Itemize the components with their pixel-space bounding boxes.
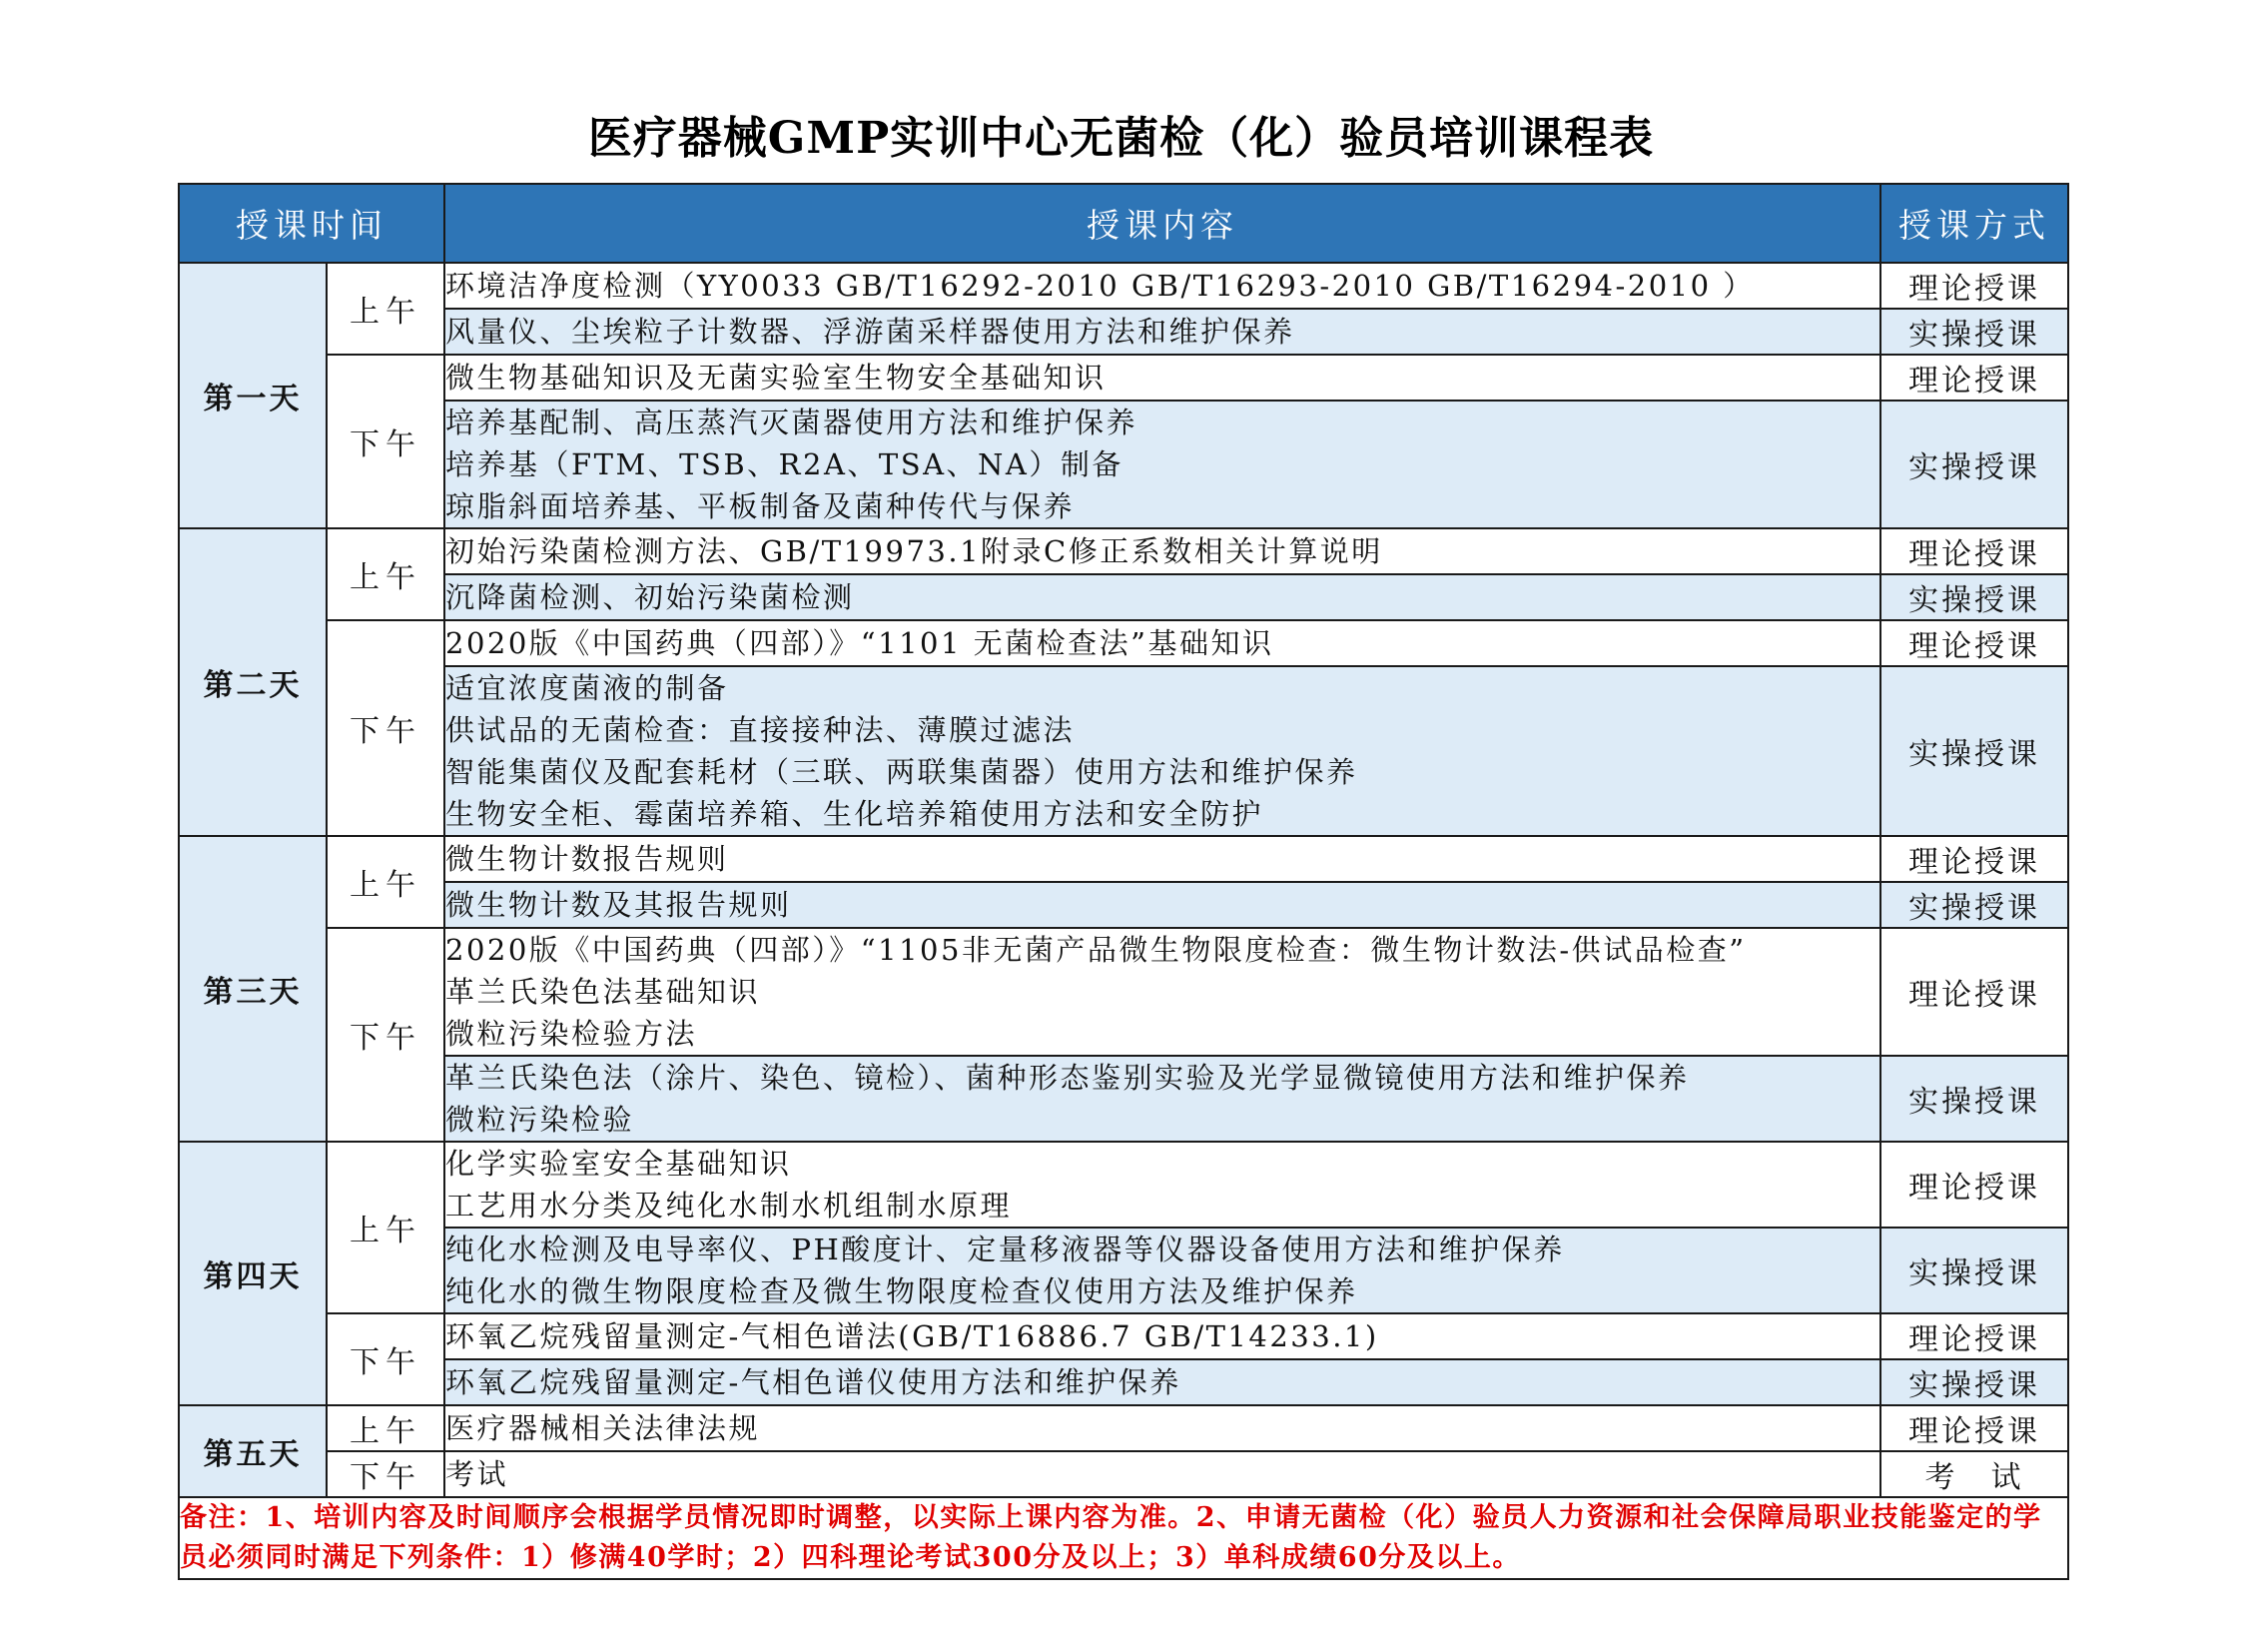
header-time: 授课时间 [179,184,444,263]
table-row [179,1056,2068,1142]
table-row [179,1313,2068,1359]
course-content [444,928,1880,1056]
course-content [444,528,1880,574]
course-content [444,574,1880,620]
teaching-method: 实操授课 [1880,1228,2068,1313]
table-row [179,1142,2068,1228]
table-row [179,528,2068,574]
table-row [179,1359,2068,1405]
table-row [179,620,2068,666]
schedule-table [178,183,2069,1580]
teaching-method: 实操授课 [1880,401,2068,528]
table-row [179,928,2068,1056]
table-row [179,882,2068,928]
table-row [179,401,2068,528]
course-content [444,309,1880,355]
schedule-body [179,263,2068,1497]
period-label: 下午 [327,355,444,528]
content-line: 适宜浓度菌液的制备 [445,671,729,705]
period-label: 下午 [327,1451,444,1497]
content-line: 革兰氏染色法基础知识 [445,975,761,1009]
header-row [179,184,2068,263]
course-content [444,1405,1880,1451]
content-line: 环氧乙烷残留量测定-气相色谱法(GB/T16886.7 GB/T14233.1) [445,1319,1379,1353]
table-row [179,1228,2068,1313]
course-content [444,1313,1880,1359]
table-row [179,574,2068,620]
period-label: 上午 [327,1405,444,1451]
content-line: 环氧乙烷残留量测定-气相色谱仪使用方法和维护保养 [445,1365,1181,1399]
teaching-method: 实操授课 [1880,1056,2068,1142]
table-row [179,836,2068,882]
day-label: 第一天 [179,263,327,528]
content-line: 微生物计数报告规则 [445,842,729,876]
content-line: 培养基（FTM、TSB、R2A、TSA、NA）制备 [445,447,1123,481]
course-content [444,1056,1880,1142]
period-label: 上午 [327,263,444,355]
teaching-method: 理论授课 [1880,1142,2068,1228]
period-label: 上午 [327,528,444,620]
day-label: 第二天 [179,528,327,836]
table-row [179,309,2068,355]
notes-row [179,1497,2068,1579]
teaching-method: 实操授课 [1880,882,2068,928]
document-title: 医疗器械GMP实训中心无菌检（化）验员培训课程表 [587,113,1655,164]
period-label: 下午 [327,928,444,1142]
course-content [444,882,1880,928]
content-line: 风量仪、尘埃粒子计数器、浮游菌采样器使用方法和维护保养 [445,315,1295,349]
content-line: 培养基配制、高压蒸汽灭菌器使用方法和维护保养 [445,406,1138,439]
course-content [444,1359,1880,1405]
table-row [179,355,2068,401]
course-content [444,355,1880,401]
content-line: 琼脂斜面培养基、平板制备及菌种传代与保养 [445,489,1076,523]
teaching-method: 考 试 [1880,1451,2068,1497]
table-row [179,1451,2068,1497]
content-line: 生物安全柜、霉菌培养箱、生化培养箱使用方法和安全防护 [445,797,1264,831]
day-label: 第四天 [179,1142,327,1405]
header-method: 授课方式 [1880,184,2068,263]
table-row [179,666,2068,836]
teaching-method: 理论授课 [1880,928,2068,1056]
content-line: 沉降菌检测、初始污染菌检测 [445,580,855,614]
content-line: 化学实验室安全基础知识 [445,1147,792,1181]
course-content [444,263,1880,309]
content-line: 微粒污染检验方法 [445,1017,698,1051]
content-line: 纯化水检测及电导率仪、PH酸度计、定量移液器等仪器设备使用方法和维护保养 [445,1233,1565,1266]
content-line: 智能集菌仪及配套耗材（三联、两联集菌器）使用方法和维护保养 [445,755,1358,789]
content-line: 微生物基础知识及无菌实验室生物安全基础知识 [445,361,1107,395]
content-line: 供试品的无菌检查：直接接种法、薄膜过滤法 [445,713,1076,747]
period-label: 上午 [327,1142,444,1313]
table-row [179,263,2068,309]
content-line: 工艺用水分类及纯化水制水机组制水原理 [445,1189,1013,1223]
teaching-method: 理论授课 [1880,620,2068,666]
teaching-method: 理论授课 [1880,263,2068,309]
table-row [179,1405,2068,1451]
content-line: 2020版《中国药典（四部）》“1105非无菌产品微生物限度检查：微生物计数法-供试品检查” [445,933,1747,967]
content-line: 2020版《中国药典（四部）》“1101 无菌检查法”基础知识 [445,626,1274,660]
content-line: 纯化水的微生物限度检查及微生物限度检查仪使用方法及维护保养 [445,1274,1358,1308]
teaching-method: 实操授课 [1880,574,2068,620]
course-content [444,1142,1880,1228]
day-label: 第三天 [179,836,327,1142]
course-content [444,1228,1880,1313]
teaching-method: 理论授课 [1880,528,2068,574]
content-line: 革兰氏染色法（涂片、染色、镜检）、菌种形态鉴别实验及光学显微镜使用方法和维护保养 [445,1061,1690,1095]
teaching-method: 理论授课 [1880,1405,2068,1451]
teaching-method: 实操授课 [1880,1359,2068,1405]
content-line: 微粒污染检验 [445,1103,635,1137]
course-content [444,1451,1880,1497]
period-label: 下午 [327,620,444,836]
content-line: 初始污染菌检测方法、GB/T19973.1附录C修正系数相关计算说明 [445,534,1383,568]
content-line: 考试 [445,1457,509,1491]
teaching-method: 理论授课 [1880,355,2068,401]
content-line: 环境洁净度检测（YY0033 GB/T16292-2010 GB/T16293-2010 GB/T16294-2010 ） [445,269,1755,303]
header-content: 授课内容 [444,184,1880,263]
day-label: 第五天 [179,1405,327,1497]
teaching-method: 理论授课 [1880,836,2068,882]
teaching-method: 理论授课 [1880,1313,2068,1359]
course-content [444,666,1880,836]
period-label: 下午 [327,1313,444,1405]
notes-text: 备注：1、培训内容及时间顺序会根据学员情况即时调整，以实际上课内容为准。2、申请无菌检（化）验员人力资源和社会保障局职业技能鉴定的学员必须同时满足下列条件：1）修满40学时；2）四科理论考试300分及以上；3）单科成绩60分及以上。 [179,1497,2068,1579]
course-content [444,836,1880,882]
course-content [444,620,1880,666]
teaching-method: 实操授课 [1880,666,2068,836]
teaching-method: 实操授课 [1880,309,2068,355]
course-content [444,401,1880,528]
period-label: 上午 [327,836,444,928]
content-line: 微生物计数及其报告规则 [445,888,792,922]
content-line: 医疗器械相关法律法规 [445,1411,761,1445]
